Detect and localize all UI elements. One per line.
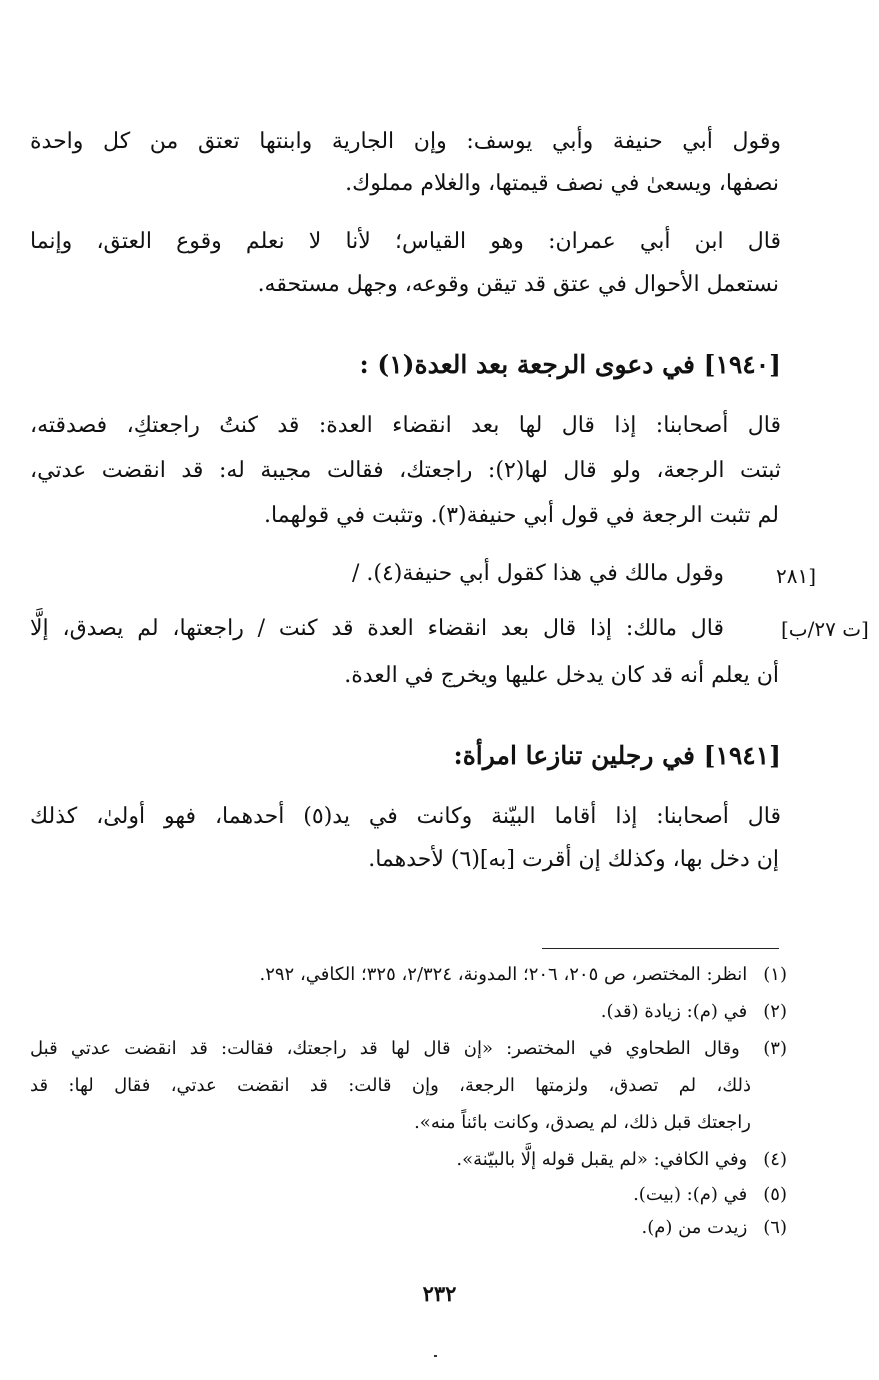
paragraph-6-line-2: إن دخل بها، وكذلك إن أقرت [به](٦) لأحدهما. [368, 847, 779, 872]
print-speck [434, 1355, 437, 1357]
margin-note-27b: [ت ٢٧/ب] [781, 617, 869, 641]
footnote-2 [601, 997, 787, 1027]
paragraph-4-line-1: وقول مالك في هذا كقول أبي حنيفة(٤). / [351, 561, 724, 586]
footnote-6 [641, 1213, 787, 1243]
footnote-separator [542, 948, 779, 949]
paragraph-2-line-1: قال ابن أبي عمران: وهو القياس؛ لأنا لا نعلم وقوع العتق، وإنما [30, 229, 781, 254]
footnote-3-line-2: ذلك، لم تصدق، ولزمتها الرجعة، وإن قالت: قد انقضت عدتي، فقال لها: قد [30, 1075, 751, 1096]
paragraph-5-line-2: أن يعلم أنه قد كان يدخل عليها ويخرج في العدة. [344, 663, 779, 688]
paragraph-3-line-1: قال أصحابنا: إذا قال لها بعد انقضاء العدة: قد كنتُ راجعتكِ، فصدقته، [30, 413, 781, 438]
footnote-6-text: زيدت من (م). [641, 1217, 748, 1238]
footnote-2-number: (٢) [763, 1001, 787, 1022]
section-heading-1940: [١٩٤٠] في دعوى الرجعة بعد العدة(١) : [359, 350, 781, 379]
section-heading-1941: [١٩٤١] في رجلين تنازعا امرأة: [453, 741, 781, 770]
page-number: ٢٣٢ [422, 1281, 457, 1306]
footnote-1 [259, 960, 787, 990]
paragraph-3-line-2: ثبتت الرجعة، ولو قال لها(٢): راجعتك، فقالت مجيبة له: قد انقضت عدتي، [30, 458, 781, 483]
margin-note-281: [٢٨١ [776, 564, 817, 588]
footnote-3 [30, 1034, 787, 1064]
footnote-5-text: في (م): (بيت). [633, 1184, 748, 1205]
footnote-3-number: (٣) [763, 1038, 787, 1059]
paragraph-3-line-3: لم تثبت الرجعة في قول أبي حنيفة(٣). وتثبت في قولهما. [264, 503, 779, 528]
paragraph-6-line-1: قال أصحابنا: إذا أقاما البيّنة وكانت في يد(٥) أحدهما، فهو أولىٰ، كذلك [30, 804, 782, 829]
footnote-1-text: انظر: المختصر، ص ٢٠٥، ٢٠٦؛ المدونة، ٢/٣٢٤، ٣٢٥؛ الكافي، ٢٩٢. [259, 964, 748, 985]
footnote-3-text-line-1: وقال الطحاوي في المختصر: «إن قال لها قد راجعتك، فقالت: قد انقضت عدتي قبل [30, 1038, 740, 1059]
footnote-4-number: (٤) [763, 1149, 787, 1170]
footnote-1-number: (١) [763, 964, 787, 985]
footnote-4-text: وفي الكافي: «لم يقبل قوله إلَّا بالبيّنة». [456, 1149, 748, 1170]
paragraph-2-line-2: نستعمل الأحوال في عتق قد تيقن وقوعه، وجهل مستحقه. [257, 272, 779, 297]
footnote-3-line-3: راجعتك قبل ذلك، لم يصدق، وكانت بائناً منه». [414, 1112, 751, 1133]
paragraph-1-line-2: نصفها، ويسعىٰ في نصف قيمتها، والغلام مملوك. [345, 171, 779, 196]
footnote-6-number: (٦) [763, 1217, 787, 1238]
footnote-5-number: (٥) [763, 1184, 787, 1205]
paragraph-5-line-1: قال مالك: إذا قال بعد انقضاء العدة قد كنت / راجعتها، لم يصدق، إلَّا [30, 616, 724, 641]
footnote-5 [633, 1180, 787, 1210]
footnote-4 [456, 1145, 787, 1175]
footnote-2-text: في (م): زيادة (قد). [600, 1001, 748, 1022]
paragraph-1-line-1: وقول أبي حنيفة وأبي يوسف: وإن الجارية وابنتها تعتق من كل واحدة [30, 129, 781, 154]
